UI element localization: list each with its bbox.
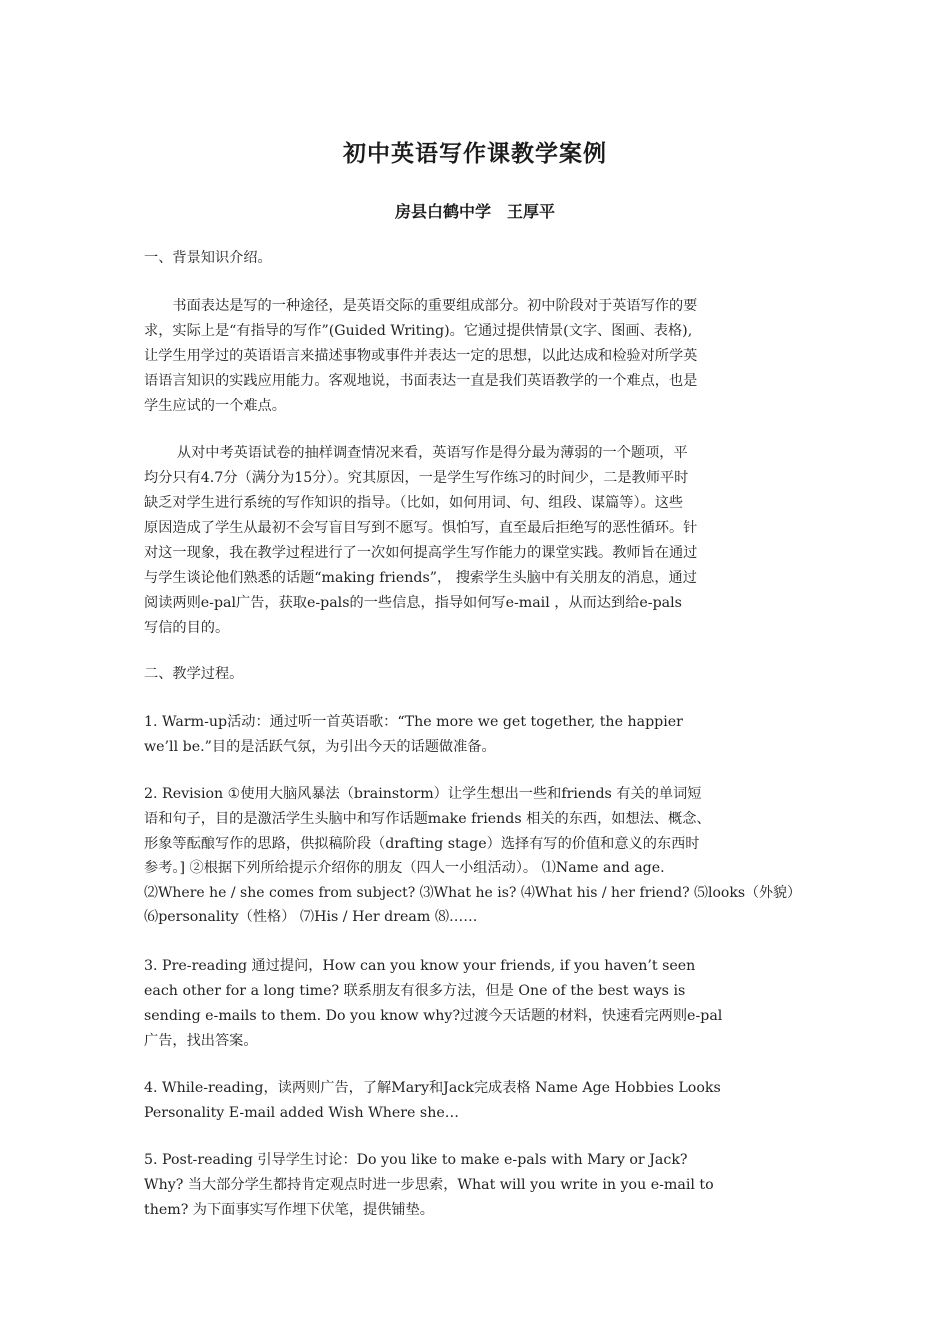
section-heading-background: 一、背景知识介绍。	[144, 250, 272, 266]
text-line: 参考。] ②根据下列所给提示介绍你的朋友（四人一小组活动）。 ⑴Name and age.	[144, 860, 665, 876]
text-line: 缺乏对学生进行系统的写作知识的指导。（比如，如何用词、句、组段、谋篇等）。这些	[144, 495, 684, 511]
document-title: 初中英语写作课教学案例	[343, 140, 607, 167]
text-line: ⑵Where he / she comes from subject? ⑶What he is? ⑷What his / her friend? ⑸looks（外貌）	[144, 885, 802, 901]
section-heading-process: 二、教学过程。	[144, 666, 244, 682]
text-line: 语和句子，目的是激活学生头脑中和写作话题make friends 相关的东西，如想法、概念、	[144, 811, 711, 827]
text-line: sending e-mails to them. Do you know why?过渡今天话题的材料，快速看完两则e-pal	[144, 1008, 723, 1024]
text-line: 均分只有4.7分（满分为15分）。究其原因，一是学生写作练习的时间少，二是教师平时	[144, 470, 689, 486]
text-line: 让学生用学过的英语语言来描述事物或事件并表达一定的思想，以此达成和检验对所学英	[144, 348, 698, 364]
text-line: 阅读两则e-pal广告，获取e-pals的一些信息，指导如何写e-mail ，从而达到给e-pals	[144, 595, 682, 611]
text-line: 与学生谈论他们熟悉的话题“making friends”， 搜索学生头脑中有关朋友的消息，通过	[144, 570, 697, 586]
text-line: 广告，找出答案。	[144, 1033, 258, 1049]
text-line: each other for a long time? 联系朋友有很多方法，但是 One of the best ways is	[144, 983, 686, 999]
text-line: Personality E-mail added Wish Where she…	[144, 1105, 459, 1121]
text-line: 形象等酝酿写作的思路，供拟稿阶段（drafting stage）选择有写的价值和意义的东西时	[144, 836, 700, 852]
text-line: 2. Revision ①使用大脑风暴法（brainstorm）让学生想出一些和friends 有关的单词短	[144, 786, 702, 802]
text-line: ⑹personality（性格） ⑺His / Her dream ⑻……	[144, 909, 478, 925]
text-line: 对这一现象，我在教学过程进行了一次如何提高学生写作能力的课堂实践。教师旨在通过	[144, 545, 698, 561]
text-line: 书面表达是写的一种途径，是英语交际的重要组成部分。初中阶段对于英语写作的要	[144, 298, 698, 314]
text-line: 学生应试的一个难点。	[144, 398, 286, 414]
text-line: 1. Warm-up活动：通过听一首英语歌：“The more we get together, the happier	[144, 714, 683, 730]
text-line: we’ll be.”目的是活跃气氛，为引出今天的话题做准备。	[144, 739, 496, 755]
text-line: 写信的目的。	[144, 620, 230, 636]
text-line: 原因造成了学生从最初不会写盲目写到不愿写。惧怕写，直至最后拒绝写的恶性循环。针	[144, 520, 698, 536]
text-line: 语语言知识的实践应用能力。客观地说，书面表达一直是我们英语教学的一个难点，也是	[144, 373, 698, 389]
text-line: them? 为下面事实写作埋下伏笔，提供铺垫。	[144, 1202, 434, 1218]
text-line: 5. Post-reading 引导学生讨论：Do you like to make e-pals with Mary or Jack?	[144, 1152, 688, 1168]
text-line: Why? 当大部分学生都持肯定观点时进一步思索，What will you write in you e-mail to	[144, 1177, 714, 1193]
text-line: 4. While-reading，读两则广告，了解Mary和Jack完成表格 Name Age Hobbies Looks	[144, 1080, 721, 1096]
text-line: 求，实际上是“有指导的写作”(Guided Writing)。它通过提供情景(文字、图画、表格),	[144, 323, 693, 339]
text-line: 从对中考英语试卷的抽样调查情况来看，英语写作是得分最为薄弱的一个题项，平	[144, 445, 688, 461]
text-line: 3. Pre-reading 通过提问，How can you know your friends, if you haven’t seen	[144, 958, 696, 974]
author-line: 房县白鹤中学 王厚平	[394, 202, 555, 221]
